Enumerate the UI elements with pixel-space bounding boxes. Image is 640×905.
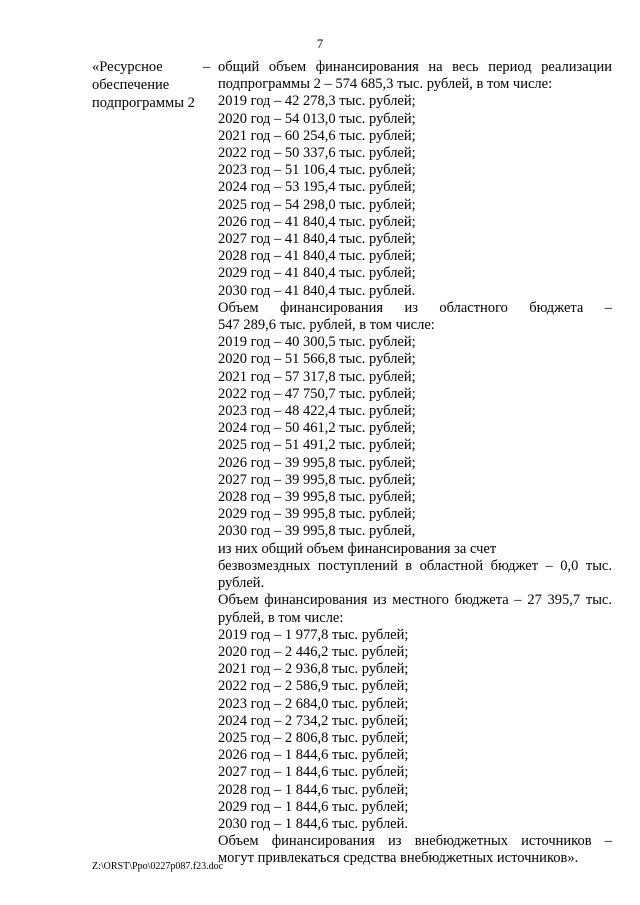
resource-label-line: обеспечение [92,76,170,93]
file-path-footer: Z:\ORST\Ppo\0227p087.f23.doc [92,861,224,872]
local-year-line: 2030 год – 1 844,6 тыс. рублей. [218,815,409,832]
total-year-line: 2023 год – 51 106,4 тыс. рублей; [218,162,416,179]
local-year-line: 2023 год – 2 684,0 тыс. рублей; [218,695,409,712]
regional-year-line: 2027 год – 39 995,8 тыс. рублей; [218,471,416,488]
regional-year-line: 2019 год – 40 300,5 тыс. рублей; [218,334,416,351]
extrabudget-line: Объем финансирования из внебюджетных источников – [218,833,612,850]
total-year-line: 2022 год – 50 337,6 тыс. рублей; [218,145,416,162]
regional-intro-line: Объем финансирования из областного бюджета – [218,299,612,316]
regional-year-line: 2023 год – 48 422,4 тыс. рублей; [218,403,416,420]
local-year-line: 2025 год – 2 806,8 тыс. рублей; [218,729,409,746]
total-year-line: 2030 год – 41 840,4 тыс. рублей. [218,282,416,299]
resource-label [92,59,202,113]
local-year-line: 2027 год – 1 844,6 тыс. рублей; [218,764,409,781]
regional-year-line: 2030 год – 39 995,8 тыс. рублей, [218,523,416,540]
total-year-line: 2025 год – 54 298,0 тыс. рублей; [218,196,416,213]
extrabudget-line: могут привлекаться средства внебюджетных источников». [218,850,579,867]
local-year-line: 2028 год – 1 844,6 тыс. рублей; [218,781,409,798]
total-year-line: 2027 год – 41 840,4 тыс. рублей; [218,231,416,248]
page-number: 7 [316,36,324,51]
local-year-line: 2020 год – 2 446,2 тыс. рублей; [218,643,409,660]
regional-year-line: 2024 год – 50 461,2 тыс. рублей; [218,420,416,437]
regional-year-line: 2026 год – 39 995,8 тыс. рублей; [218,454,416,471]
local-year-line: 2019 год – 1 977,8 тыс. рублей; [218,626,409,643]
gratuitous-line: безвозмездных поступлений в областной бюджет – 0,0 тыс. [218,557,612,574]
separator-dash: – [203,59,211,75]
total-year-line: 2020 год – 54 013,0 тыс. рублей; [218,110,416,127]
regional-year-line: 2021 год – 57 317,8 тыс. рублей; [218,368,416,385]
intro-line: подпрограммы 2 – 574 685,3 тыс. рублей, в том числе: [218,76,553,93]
gratuitous-line: из них общий объем финансирования за счет [218,540,497,557]
local-year-line: 2021 год – 2 936,8 тыс. рублей; [218,661,409,678]
total-year-line: 2029 год – 41 840,4 тыс. рублей; [218,265,416,282]
financing-text [218,59,612,868]
total-year-line: 2024 год – 53 195,4 тыс. рублей; [218,179,416,196]
resource-label-line: подпрограммы 2 [92,94,195,111]
regional-year-line: 2028 год – 39 995,8 тыс. рублей; [218,489,416,506]
local-year-line: 2022 год – 2 586,9 тыс. рублей; [218,678,409,695]
local-year-line: 2024 год – 2 734,2 тыс. рублей; [218,712,409,729]
local-year-line: 2029 год – 1 844,6 тыс. рублей; [218,798,409,815]
gratuitous-line: рублей. [218,575,265,592]
regional-year-line: 2020 год – 51 566,8 тыс. рублей; [218,351,416,368]
total-year-line: 2026 год – 41 840,4 тыс. рублей; [218,213,416,230]
total-year-line: 2019 год – 42 278,3 тыс. рублей; [218,93,416,110]
resource-label-line: «Ресурсное [92,59,163,75]
local-intro-line: Объем финансирования из местного бюджета – 27 395,7 тыс. [218,592,612,609]
regional-intro-line: 547 289,6 тыс. рублей, в том числе: [218,317,435,334]
regional-year-line: 2022 год – 47 750,7 тыс. рублей; [218,385,416,402]
local-intro-line: рублей, в том числе: [218,609,344,626]
intro-line: общий объем финансирования на весь период реализации [218,59,612,75]
total-year-line: 2021 год – 60 254,6 тыс. рублей; [218,127,416,144]
local-year-line: 2026 год – 1 844,6 тыс. рублей; [218,747,409,764]
regional-year-line: 2029 год – 39 995,8 тыс. рублей; [218,506,416,523]
total-year-line: 2028 год – 41 840,4 тыс. рублей; [218,248,416,265]
regional-year-line: 2025 год – 51 491,2 тыс. рублей; [218,437,416,454]
